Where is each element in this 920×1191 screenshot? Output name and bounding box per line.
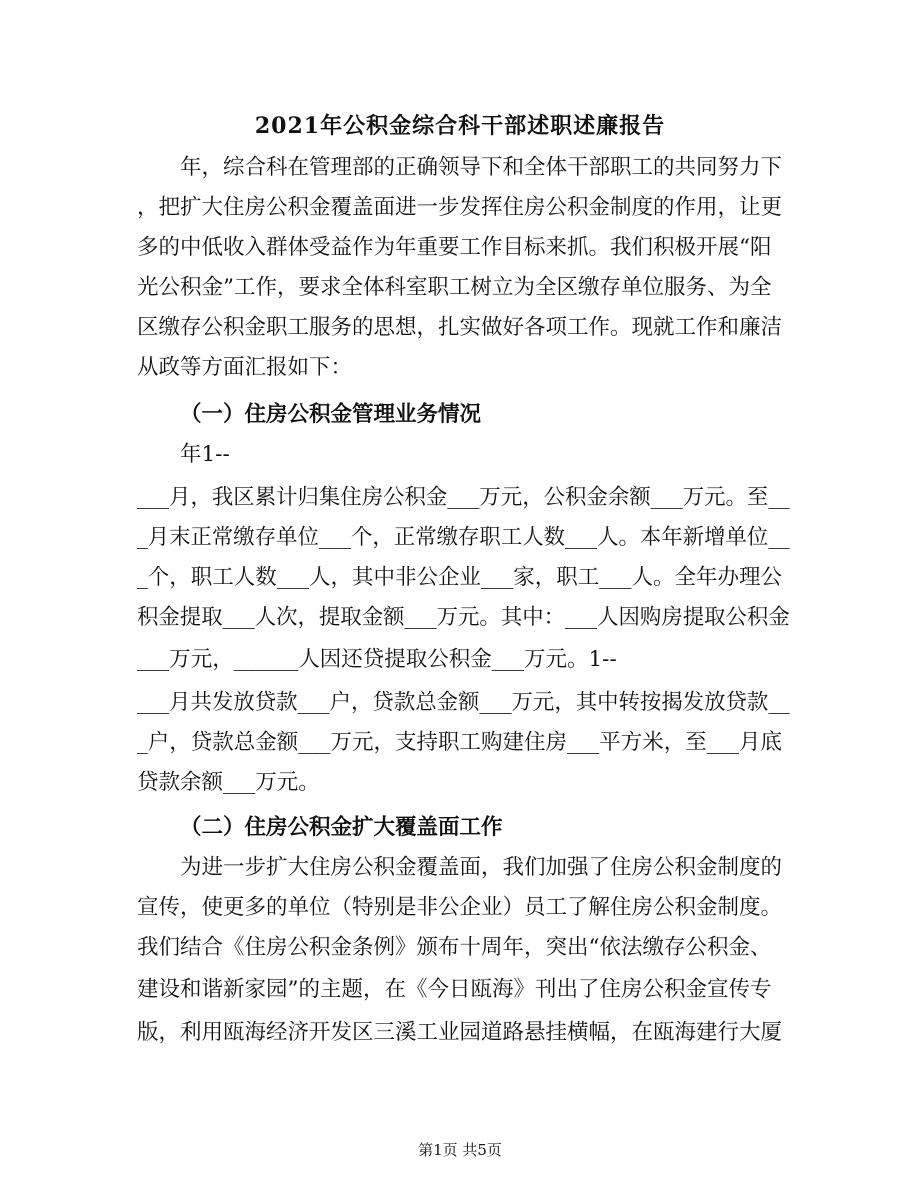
paragraph-line: _个，职工人数___人，其中非公企业___家，职工___人。全年办理公 bbox=[137, 565, 783, 590]
paragraph-line: ___月共发放贷款___户，贷款总金额___万元，其中转按揭发放贷款__ bbox=[137, 690, 790, 715]
section-heading-2: （二）住房公积金扩大覆盖面工作 bbox=[180, 815, 503, 840]
paragraph-line: _户，贷款总金额___万元，支持职工购建住房___平方米，至___月底 bbox=[137, 730, 783, 755]
paragraph-line: 多的中低收入群体受益作为年重要工作目标来抓。我们积极开展“阳 bbox=[137, 235, 772, 260]
paragraph-line: 积金提取___人次，提取金额___万元。其中：___人因购房提取公积金 bbox=[137, 605, 790, 630]
paragraph-line: 年1-- bbox=[180, 442, 230, 467]
paragraph-line: 年，综合科在管理部的正确领导下和全体干部职工的共同努力下 bbox=[180, 155, 783, 180]
paragraph-line: ___万元，______人因还贷提取公积金___万元。1-- bbox=[137, 647, 617, 672]
paragraph-line: 我们结合《住房公积金条例》颁布十周年，突出“依法缴存公积金、 bbox=[137, 935, 772, 960]
paragraph-line: 建设和谐新家园”的主题，在《今日瓯海》刊出了住房公积金宣传专 bbox=[137, 977, 772, 1002]
paragraph-line: 区缴存公积金职工服务的思想，扎实做好各项工作。现就工作和廉洁 bbox=[137, 315, 783, 340]
section-heading-1: （一）住房公积金管理业务情况 bbox=[180, 402, 482, 427]
paragraph-line: 从政等方面汇报如下： bbox=[137, 355, 353, 380]
paragraph-line: 光公积金”工作，要求全体科室职工树立为全区缴存单位服务、为全 bbox=[137, 275, 772, 300]
paragraph-line: 版，利用瓯海经济开发区三溪工业园道路悬挂横幅，在瓯海建行大厦 bbox=[137, 1020, 783, 1045]
paragraph-line: 宣传，使更多的单位（特别是非公企业）员工了解住房公积金制度。 bbox=[137, 895, 783, 920]
paragraph-line: 贷款余额___万元。 bbox=[137, 770, 320, 795]
document-title: 2021年公积金综合科干部述职述廉报告 bbox=[254, 113, 666, 139]
page-number: 第1页 共5页 bbox=[418, 1141, 502, 1159]
paragraph-line: ，把扩大住房公积金覆盖面进一步发挥住房公积金制度的作用，让更 bbox=[137, 195, 783, 220]
paragraph-line: _月末正常缴存单位___个，正常缴存职工人数___人。本年新增单位__ bbox=[137, 525, 790, 550]
paragraph-line: ___月，我区累计归集住房公积金___万元，公积金余额___万元。至__ bbox=[137, 485, 790, 510]
paragraph-line: 为进一步扩大住房公积金覆盖面，我们加强了住房公积金制度的 bbox=[180, 855, 783, 880]
